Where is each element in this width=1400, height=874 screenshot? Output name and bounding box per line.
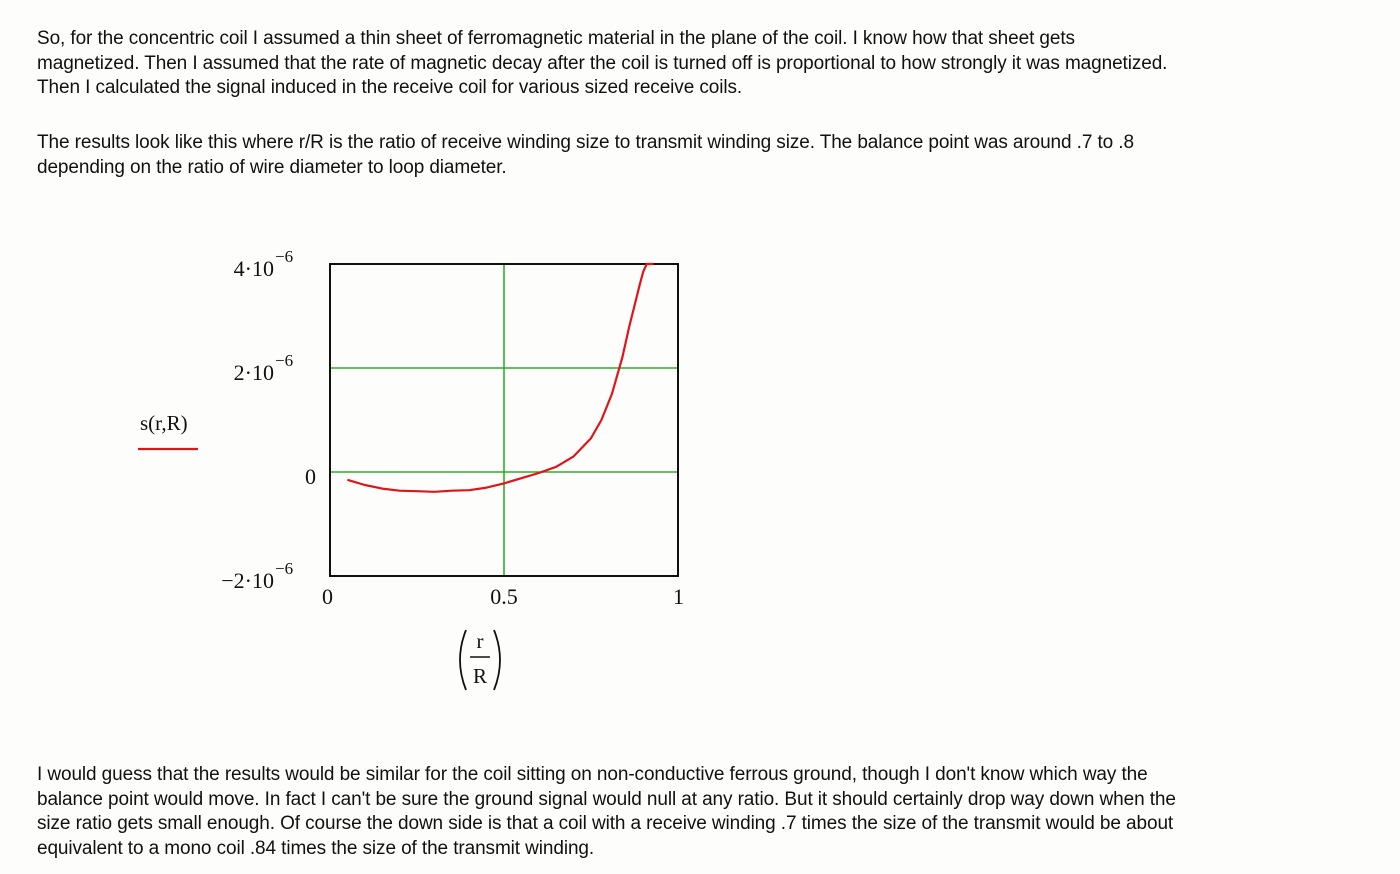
signal-curve bbox=[347, 264, 653, 492]
conclusion-paragraph: I would guess that the results would be similar for the coil sitting on non-conductive ferrous ground, though I don't know which way the balance point would move. In fact I can't be sure the ground signal would null at any ratio. But it should certainly drop way down when the size ratio gets small enough. Of course the down side is that a coil with a receive winding .7 times the size of the transmit would be about equivalent to a mono coil .84 times the size of the transmit winding. bbox=[37, 764, 1176, 859]
results-paragraph: The results look like this where r/R is the ratio of receive winding size to transmit winding size. The balance point was around .7 to .8 depending on the ratio of wire diameter to loop diameter. bbox=[37, 132, 1134, 178]
y-tick-label-3: −2·10 bbox=[221, 568, 274, 593]
x-tick-label-1: 0.5 bbox=[490, 584, 518, 609]
y-tick-exponent-3: −6 bbox=[275, 559, 294, 578]
x-axis-label-left-paren bbox=[460, 630, 466, 690]
x-tick-label-0: 0 bbox=[322, 584, 333, 609]
x-tick-label-2: 1 bbox=[673, 584, 684, 609]
y-tick-exponent-0: −6 bbox=[275, 247, 294, 266]
y-tick-label-2: 0 bbox=[305, 464, 316, 489]
y-tick-exponent-1: −6 bbox=[275, 351, 294, 370]
x-axis-label-denominator: R bbox=[472, 664, 488, 688]
y-tick-label-0: 4·10 bbox=[233, 256, 274, 281]
x-axis-label-numerator: r bbox=[476, 629, 484, 653]
x-axis-label-right-paren bbox=[494, 630, 500, 690]
intro-paragraph: So, for the concentric coil I assumed a thin sheet of ferromagnetic material in the plane of the coil. I know how that sheet gets magnetized. Then I assumed that the rate of magnetic decay after the coil is turned off is proportional to how strongly it was magnetized. Then I calculated the signal induced in the receive coil for various sized receive coils. bbox=[37, 28, 1168, 98]
y-axis-label: s(r,R) bbox=[140, 411, 188, 435]
y-tick-label-1: 2·10 bbox=[233, 360, 274, 385]
